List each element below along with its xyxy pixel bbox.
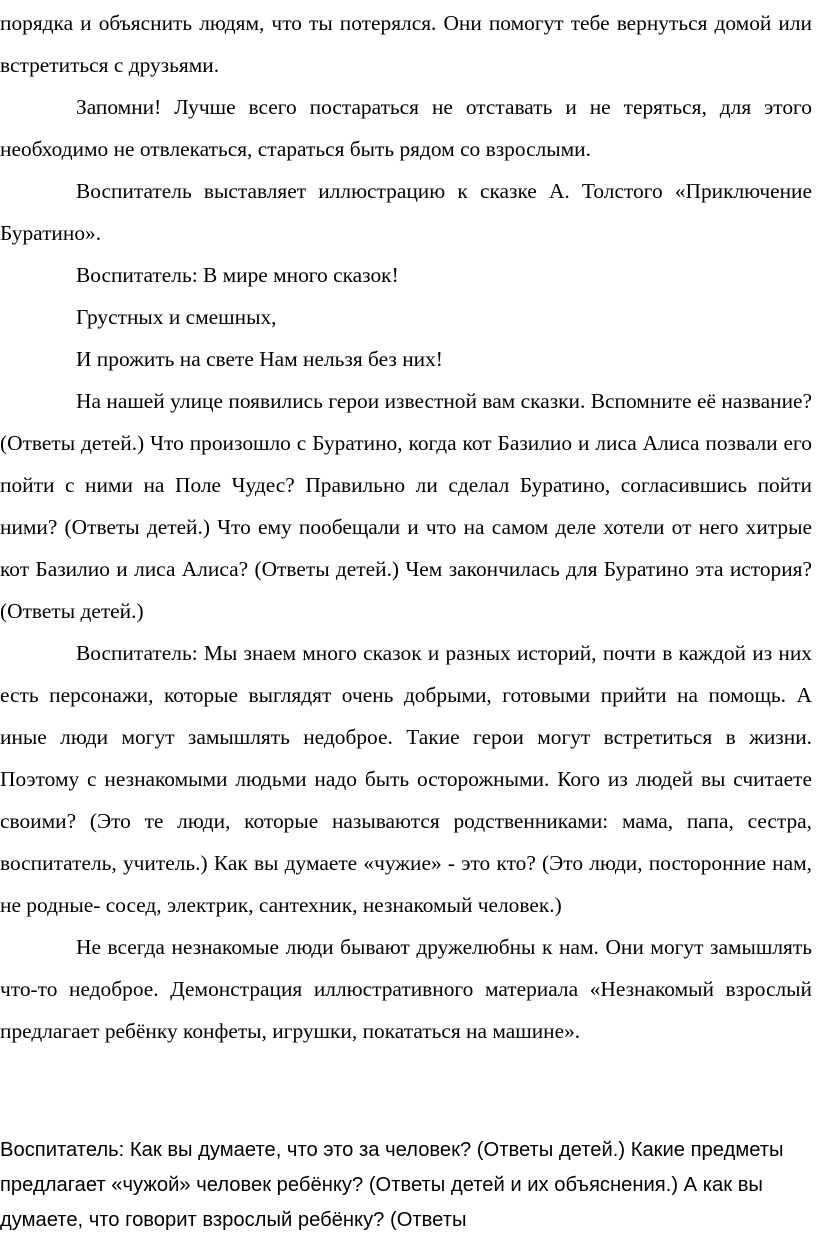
- paragraph: На нашей улице появились герои известной вам сказки. Вспомните её название? (Ответы детей.) Что произошло с Буратино, когда кот Базилио и лиса Алиса позвали его пойти с ними на Поле Чудес? Правильно ли сделал Буратино, согласившись пойти ними? (Ответы детей.) Что ему пообещали и что на самом деле хотели от него хитрые кот Базилио и лиса Алиса? (Ответы детей.) Чем закончилась для Буратино эта история? (Ответы детей.): [0, 389, 812, 623]
- paragraph: Воспитатель: Мы знаем много сказок и разных историй, почти в каждой из них есть персонажи, которые выглядят очень добрыми, готовыми прийти на помощь. А иные люди могут замышлять недоброе. Такие герои могут встретиться в жизни. Поэтому с незнакомыми людьми надо быть осторожными. Кого из людей вы считаете своими? (Это те люди, которые называются родственниками: мама, папа, сестра, воспитатель, учитель.) Как вы думаете «чужие» - это кто? (Это люди, посторонние нам, не родные- сосед, электрик, сантехник, незнакомый человек.): [0, 641, 812, 917]
- paragraph: Воспитатель: Как вы думаете, что это за человек? (Ответы детей.) Какие предметы предлагает «чужой» человек ребёнку? (Ответы детей и их объяснения.) А как вы думаете, что говорит взрослый ребёнку? (Ответы: [0, 1139, 784, 1231]
- paragraph: Грустных и смешных,: [76, 305, 277, 329]
- paragraph: Воспитатель выставляет иллюстрацию к сказке А. Толстого «Приключение Буратино».: [0, 179, 812, 245]
- paragraph: И прожить на свете Нам нельзя без них!: [76, 347, 443, 371]
- paragraph: Воспитатель: В мире много сказок!: [76, 263, 399, 287]
- document-body-continued: [0, 1133, 812, 1238]
- paragraph: Не всегда незнакомые люди бывают дружелюбны к нам. Они могут замышлять что-то недоброе. Демонстрация иллюстративного материала «Незнакомый взрослый предлагает ребёнку конфеты, игрушки, покататься на машине».: [0, 935, 812, 1043]
- document-body: [0, 2, 812, 1052]
- paragraph: порядка и объяснить людям, что ты потерялся. Они помогут тебе вернуться домой или встретиться с друзьями.: [0, 11, 812, 77]
- paragraph: Запомни! Лучше всего постараться не отставать и не теряться, для этого необходимо не отвлекаться, стараться быть рядом со взрослыми.: [0, 95, 812, 161]
